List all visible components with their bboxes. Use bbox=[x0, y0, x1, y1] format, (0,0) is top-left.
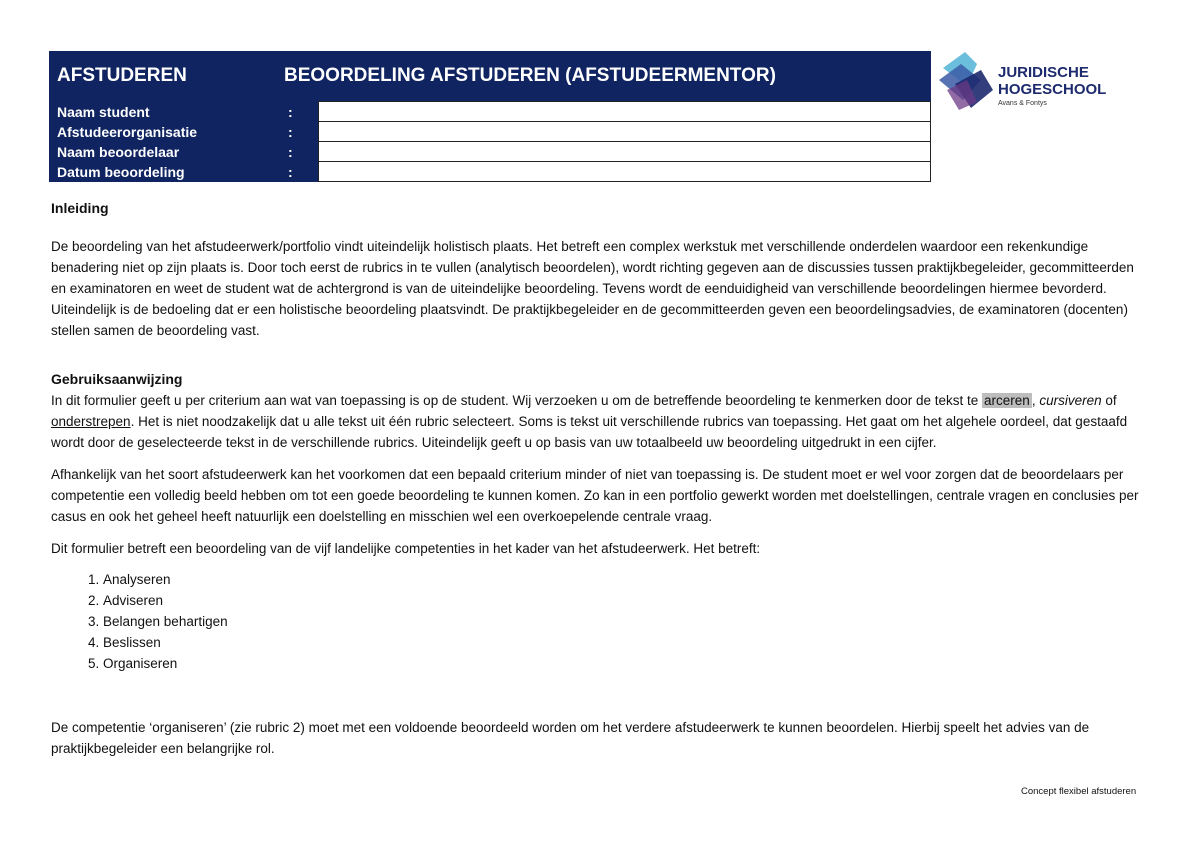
field-label: Naam beoordelaar bbox=[49, 142, 284, 162]
field-label: Afstudeerorganisatie bbox=[49, 122, 284, 142]
highlighted-example: arceren bbox=[984, 393, 1030, 408]
header-title-row bbox=[49, 51, 931, 102]
field-colon: : bbox=[284, 102, 319, 122]
text-segment: In dit formulier geeft u per criterium aan wat van toepassing is op de student. Wij verzoeken u om de betreffende beoordeling te kenmerken door de tekst te bbox=[51, 393, 983, 408]
field-row-datum bbox=[49, 162, 931, 182]
field-row-student bbox=[49, 102, 931, 122]
field-row-organisatie bbox=[49, 122, 931, 142]
organisation-field[interactable] bbox=[319, 122, 931, 142]
logo-mark-icon bbox=[937, 50, 997, 112]
header-right-title: BEOORDELING AFSTUDEREN (AFSTUDEERMENTOR) bbox=[284, 51, 931, 102]
logo-wordmark bbox=[998, 64, 1106, 98]
underline-example: onderstrepen bbox=[51, 414, 131, 429]
instructions-paragraph-3: Dit formulier betreft een beoordeling van de vijf landelijke competenties in het kader van het afstudeerwerk. Het betreft: bbox=[51, 541, 761, 556]
list-item: 3. Belangen behartigen bbox=[103, 611, 228, 632]
header-left-title: AFSTUDEREN bbox=[49, 51, 284, 102]
text-segment: of bbox=[1101, 393, 1117, 408]
instructions-heading: Gebruiksaanwijzing bbox=[51, 371, 183, 387]
list-item: 4. Beslissen bbox=[103, 632, 228, 653]
field-row-beoordelaar bbox=[49, 142, 931, 162]
intro-heading: Inleiding bbox=[51, 200, 109, 216]
closing-paragraph: De competentie ‘organiseren’ (zie rubric 2) moet met een voldoende beoordeeld worden om het verdere afstudeerwerk te kunnen beoordelen. Hierbij speelt het advies van de praktijkbegeleider een belangrijke rol. bbox=[51, 720, 1090, 756]
logo-line-2: HOGESCHOOL bbox=[998, 81, 1107, 98]
field-label: Naam student bbox=[49, 102, 284, 122]
field-label: Datum beoordeling bbox=[49, 162, 284, 182]
text-segment: , bbox=[1031, 393, 1040, 408]
field-colon: : bbox=[284, 122, 319, 142]
juridische-hogeschool-logo bbox=[937, 50, 1117, 112]
intro-paragraph: De beoordeling van het afstudeerwerk/portfolio vindt uiteindelijk holistisch plaats. Het betreft een complex werkstuk met verschillende onderdelen waardoor een rekenkundige benadering niet op zijn plaats is. Door toch eerst de rubrics in te vullen (analytisch beoordelen), wordt richting gegeven aan de discussies tussen praktijkbegeleider, gecommitteerden en examinatoren en weet de student wat de achtergrond is van de uiteindelijke beoordeling. Tevens wordt de eenduidigheid van verschillende beoordelingen hiermee bevorderd. Uiteindelijk is de bedoeling dat er een holistische beoordeling plaatsvindt. De praktijkbegeleider en de gecommitteerden geven een beoordelingsadvies, de examinatoren (docenten) stellen samen de beoordeling vast. bbox=[51, 239, 1134, 338]
italic-example: cursiveren bbox=[1039, 393, 1102, 408]
assessment-date-field[interactable] bbox=[319, 162, 931, 182]
field-colon: : bbox=[284, 142, 319, 162]
field-colon: : bbox=[284, 162, 319, 182]
text-segment: . Het is niet noodzakelijk dat u alle tekst uit één rubric selecteert. Soms is tekst uit verschillende rubrics van toepassing. Het gaat om het algehele oordeel, dat gestaafd wordt door de geselecteerde tekst in de verschillende rubrics. Uiteindelijk geeft u op basis van uw totaalbeeld uw beoordeling uitgedrukt in een cijfer. bbox=[51, 414, 1128, 450]
logo-subtitle: Avans & Fontys bbox=[998, 100, 1047, 107]
assessor-name-field[interactable] bbox=[319, 142, 931, 162]
instructions-paragraph-2: Afhankelijk van het soort afstudeerwerk kan het voorkomen dat een bepaald criterium minder of niet van toepassing is. De student moet er wel voor zorgen dat de beoordelaars per competentie een volledig beeld hebben om tot een goede beoordeling te kunnen komen. Zo kan in een portfolio gewerkt worden met doelstellingen, centrale vragen en conclusies per casus en ook het geheel heeft natuurlijk een doelstelling en misschien wel een overkoepelende centrale vraag. bbox=[51, 467, 1139, 524]
list-item: 2. Adviseren bbox=[103, 590, 228, 611]
student-name-field[interactable] bbox=[319, 102, 931, 122]
logo-line-1: JURIDISCHE bbox=[998, 64, 1089, 81]
instructions-paragraph-1 bbox=[51, 390, 1146, 453]
list-item: 1. Analyseren bbox=[103, 569, 228, 590]
footer-note: Concept flexibel afstuderen bbox=[1021, 786, 1137, 797]
list-item: 5. Organiseren bbox=[103, 653, 228, 674]
competencies-list bbox=[51, 569, 228, 674]
header-table bbox=[49, 51, 931, 182]
